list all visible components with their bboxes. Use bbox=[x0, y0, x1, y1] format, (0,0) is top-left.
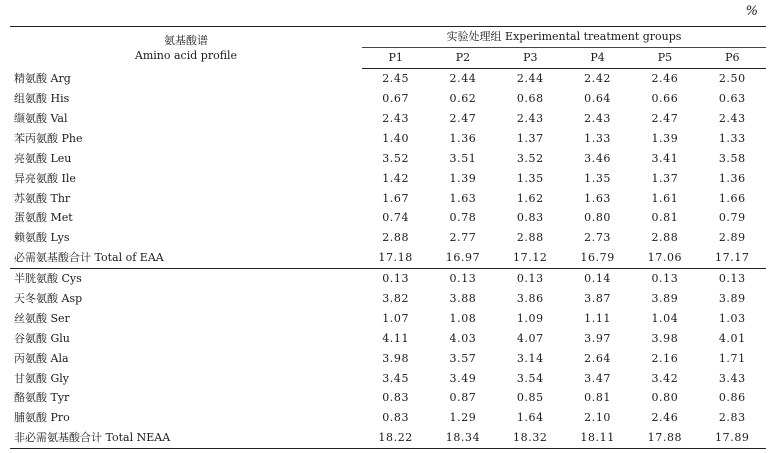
value-cell-p3: 4.07 bbox=[516, 331, 544, 345]
value-cell-p4: 3.46 bbox=[584, 151, 612, 165]
value-cell-p3: 18.32 bbox=[497, 428, 564, 448]
value-cell-p2: 0.87 bbox=[449, 391, 477, 405]
value-cell-p2: 3.57 bbox=[449, 351, 477, 365]
value-cell-p5: 2.46 bbox=[651, 411, 679, 425]
value-cell-p4: 0.64 bbox=[584, 92, 612, 106]
value-cell-p2: 1.36 bbox=[449, 131, 477, 145]
table-row bbox=[10, 68, 766, 88]
amino-acid-name: 亮氨酸 Leu bbox=[14, 151, 72, 165]
value-cell-p2: 0.62 bbox=[449, 92, 477, 106]
value-cell-p2: 2.44 bbox=[449, 72, 477, 86]
value-cell-p3: 2.88 bbox=[516, 231, 544, 245]
value-cell-p4: 2.10 bbox=[584, 411, 612, 425]
value-cell-p3: 0.13 bbox=[497, 268, 564, 288]
table-row bbox=[10, 408, 766, 428]
table-row bbox=[10, 388, 766, 408]
value-cell-p3: 17.12 bbox=[513, 251, 548, 265]
amino-acid-name: 精氨酸 Arg bbox=[14, 71, 71, 85]
value-cell-p1: 2.45 bbox=[382, 72, 410, 86]
value-cell-p1: 0.67 bbox=[382, 92, 410, 106]
table-row bbox=[10, 89, 766, 109]
amino-acid-name: 脯氨酸 Pro bbox=[14, 411, 70, 425]
amino-acid-name: 谷氨酸 Glu bbox=[14, 331, 70, 345]
value-cell-p3: 3.14 bbox=[516, 351, 544, 365]
value-cell-p1: 3.45 bbox=[382, 371, 410, 385]
header-row-groups bbox=[10, 27, 766, 48]
value-cell-p2: 0.13 bbox=[429, 268, 496, 288]
table-row bbox=[10, 109, 766, 129]
unit-label: % bbox=[745, 4, 758, 19]
value-cell-p4: 0.81 bbox=[584, 391, 612, 405]
header-profile-cn: 氨基酸谱 bbox=[164, 33, 208, 47]
value-cell-p5: 3.98 bbox=[651, 331, 679, 345]
value-cell-p1: 1.67 bbox=[382, 191, 410, 205]
amino-acid-name: 半胱氨酸 Cys bbox=[10, 268, 362, 288]
header-amino-acid-profile bbox=[10, 27, 362, 69]
value-cell-p6: 4.01 bbox=[718, 331, 746, 345]
value-cell-p5: 0.80 bbox=[651, 391, 679, 405]
value-cell-p1: 18.22 bbox=[362, 428, 429, 448]
table-row bbox=[10, 368, 766, 388]
value-cell-p6: 0.13 bbox=[699, 268, 766, 288]
value-cell-p6: 0.86 bbox=[718, 391, 746, 405]
value-cell-p3: 2.43 bbox=[516, 112, 544, 125]
table-row bbox=[10, 168, 766, 188]
value-cell-p4: 3.47 bbox=[584, 371, 612, 385]
table-row bbox=[10, 228, 766, 248]
value-cell-p4: 0.80 bbox=[584, 211, 612, 225]
value-cell-p1: 0.83 bbox=[382, 411, 410, 425]
value-cell-p2: 3.49 bbox=[449, 371, 477, 385]
value-cell-p1: 3.98 bbox=[382, 351, 410, 365]
value-cell-p6: 17.17 bbox=[715, 251, 750, 265]
value-cell-p5: 1.04 bbox=[651, 311, 679, 325]
value-cell-p5: 1.61 bbox=[651, 191, 679, 205]
value-cell-p4: 0.14 bbox=[564, 268, 631, 288]
value-cell-p6: 2.89 bbox=[718, 231, 746, 245]
value-cell-p3: 2.44 bbox=[516, 72, 544, 86]
value-cell-p1: 3.52 bbox=[382, 151, 410, 165]
value-cell-p2: 3.51 bbox=[449, 151, 477, 165]
value-cell-p2: 18.34 bbox=[429, 428, 496, 448]
table-row bbox=[10, 148, 766, 168]
value-cell-p5: 2.16 bbox=[651, 351, 679, 365]
value-cell-p2: 0.78 bbox=[449, 211, 477, 225]
value-cell-p2: 16.97 bbox=[445, 251, 481, 265]
total-eaa-row bbox=[10, 248, 766, 268]
value-cell-p3: 1.64 bbox=[516, 411, 544, 425]
value-cell-p4: 1.11 bbox=[584, 311, 612, 325]
value-cell-p4: 18.11 bbox=[564, 428, 631, 448]
column-header-p5: P5 bbox=[631, 47, 698, 68]
amino-acid-name: 酪氨酸 Tyr bbox=[14, 391, 70, 405]
value-cell-p4: 3.87 bbox=[584, 292, 612, 306]
value-cell-p2: 2.77 bbox=[449, 231, 477, 245]
table-row bbox=[10, 268, 766, 288]
value-cell-p6: 3.89 bbox=[718, 292, 746, 306]
amino-acid-name: 异亮氨酸 Ile bbox=[14, 171, 76, 185]
value-cell-p1: 0.83 bbox=[382, 391, 410, 405]
column-header-p3: P3 bbox=[497, 47, 564, 68]
amino-acid-name: 苯丙氨酸 Phe bbox=[14, 131, 83, 145]
value-cell-p6: 0.79 bbox=[718, 211, 746, 225]
value-cell-p1: 0.74 bbox=[382, 211, 410, 225]
value-cell-p4: 1.63 bbox=[584, 191, 612, 205]
value-cell-p2: 1.29 bbox=[449, 411, 477, 425]
amino-acid-name: 天冬氨酸 Asp bbox=[14, 292, 83, 306]
column-header-p6: P6 bbox=[699, 47, 766, 68]
value-cell-p5: 0.66 bbox=[651, 92, 679, 106]
value-cell-p2: 2.47 bbox=[449, 112, 477, 125]
value-cell-p5: 17.06 bbox=[647, 251, 683, 265]
table-row bbox=[10, 328, 766, 348]
value-cell-p2: 3.88 bbox=[449, 292, 477, 306]
value-cell-p6: 1.36 bbox=[718, 171, 746, 185]
value-cell-p6: 1.33 bbox=[718, 131, 746, 145]
value-cell-p3: 1.37 bbox=[516, 131, 544, 145]
value-cell-p4: 2.42 bbox=[584, 72, 612, 86]
value-cell-p1: 3.82 bbox=[382, 292, 410, 306]
value-cell-p5: 17.88 bbox=[631, 428, 698, 448]
value-cell-p1: 2.43 bbox=[382, 112, 410, 125]
value-cell-p5: 2.46 bbox=[651, 72, 679, 86]
value-cell-p5: 3.42 bbox=[651, 371, 679, 385]
value-cell-p6: 3.58 bbox=[718, 151, 746, 165]
table-row bbox=[10, 208, 766, 228]
total-neaa-row bbox=[10, 428, 766, 448]
value-cell-p4: 2.64 bbox=[584, 351, 612, 365]
value-cell-p2: 4.03 bbox=[449, 331, 477, 345]
value-cell-p4: 1.33 bbox=[584, 131, 612, 145]
value-cell-p6: 3.43 bbox=[718, 371, 746, 385]
amino-acid-name: 丙氨酸 Ala bbox=[14, 351, 69, 365]
value-cell-p3: 0.83 bbox=[516, 211, 544, 225]
amino-acid-name: 缬氨酸 Val bbox=[14, 112, 68, 125]
amino-acid-name: 甘氨酸 Gly bbox=[14, 371, 70, 385]
value-cell-p4: 2.43 bbox=[584, 112, 612, 125]
amino-acid-table bbox=[10, 26, 766, 449]
amino-acid-name: 必需氨基酸合计 Total of EAA bbox=[14, 251, 164, 265]
value-cell-p5: 1.39 bbox=[651, 131, 679, 145]
amino-acid-name: 赖氨酸 Lys bbox=[14, 231, 70, 245]
value-cell-p3: 3.54 bbox=[516, 371, 544, 385]
value-cell-p3: 1.62 bbox=[516, 191, 544, 205]
column-header-p2: P2 bbox=[429, 47, 496, 68]
value-cell-p6: 0.63 bbox=[718, 92, 746, 106]
column-header-p1: P1 bbox=[362, 47, 429, 68]
table-row bbox=[10, 348, 766, 368]
value-cell-p6: 1.71 bbox=[718, 351, 746, 365]
value-cell-p1: 1.07 bbox=[382, 311, 410, 325]
value-cell-p5: 0.81 bbox=[651, 211, 679, 225]
value-cell-p4: 2.73 bbox=[584, 231, 612, 245]
value-cell-p6: 1.03 bbox=[718, 311, 746, 325]
value-cell-p4: 1.35 bbox=[584, 171, 612, 185]
value-cell-p1: 0.13 bbox=[362, 268, 429, 288]
value-cell-p1: 17.18 bbox=[378, 251, 413, 265]
column-header-p4: P4 bbox=[564, 47, 631, 68]
amino-acid-name: 蛋氨酸 Met bbox=[14, 211, 73, 225]
table-body bbox=[10, 68, 766, 448]
value-cell-p3: 0.68 bbox=[516, 92, 544, 106]
amino-acid-name: 苏氨酸 Thr bbox=[14, 191, 71, 205]
value-cell-p6: 17.89 bbox=[699, 428, 766, 448]
value-cell-p3: 1.09 bbox=[516, 311, 544, 325]
value-cell-p2: 1.08 bbox=[449, 311, 477, 325]
value-cell-p3: 3.52 bbox=[516, 151, 544, 165]
value-cell-p6: 2.50 bbox=[718, 72, 746, 86]
value-cell-p5: 2.88 bbox=[651, 231, 679, 245]
value-cell-p3: 3.86 bbox=[516, 292, 544, 306]
value-cell-p1: 1.42 bbox=[382, 171, 410, 185]
value-cell-p3: 0.85 bbox=[516, 391, 544, 405]
value-cell-p2: 1.39 bbox=[449, 171, 477, 185]
value-cell-p4: 3.97 bbox=[584, 331, 612, 345]
amino-acid-name: 组氨酸 His bbox=[14, 92, 70, 106]
value-cell-p5: 0.13 bbox=[631, 268, 698, 288]
value-cell-p6: 1.66 bbox=[718, 191, 746, 205]
header-profile-en: Amino acid profile bbox=[134, 48, 238, 62]
value-cell-p6: 2.43 bbox=[718, 112, 746, 125]
table-row bbox=[10, 128, 766, 148]
table-row bbox=[10, 188, 766, 208]
value-cell-p1: 2.88 bbox=[382, 231, 410, 245]
value-cell-p1: 1.40 bbox=[382, 131, 410, 145]
value-cell-p3: 1.35 bbox=[516, 171, 544, 185]
value-cell-p1: 4.11 bbox=[382, 331, 410, 345]
table-row bbox=[10, 289, 766, 309]
value-cell-p6: 2.83 bbox=[718, 411, 746, 425]
value-cell-p5: 2.47 bbox=[651, 112, 679, 125]
value-cell-p4: 16.79 bbox=[580, 251, 615, 265]
value-cell-p2: 1.63 bbox=[449, 191, 477, 205]
value-cell-p5: 3.89 bbox=[651, 292, 679, 306]
amino-acid-name: 丝氨酸 Ser bbox=[14, 311, 70, 325]
value-cell-p5: 3.41 bbox=[651, 151, 679, 165]
table-row bbox=[10, 308, 766, 328]
value-cell-p5: 1.37 bbox=[651, 171, 679, 185]
amino-acid-name: 非必需氨基酸合计 Total NEAA bbox=[10, 428, 362, 448]
header-treatment-groups: 实验处理组 Experimental treatment groups bbox=[362, 27, 766, 48]
